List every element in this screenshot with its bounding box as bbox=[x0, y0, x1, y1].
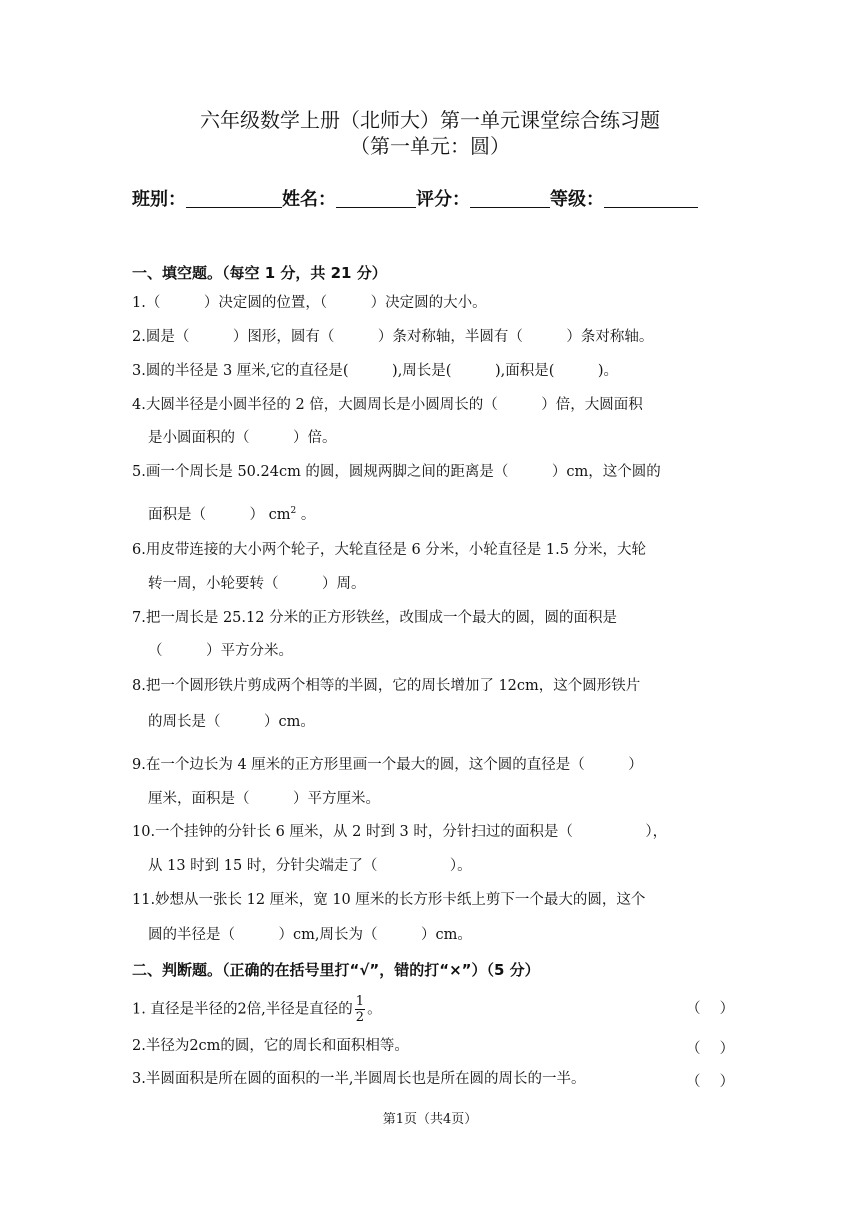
question-1-1: 1.（ ）决定圆的位置，（ ）决定圆的大小。 bbox=[132, 295, 487, 311]
question-1-4-line2: 是小圆面积的（ ）倍。 bbox=[148, 430, 337, 446]
question-1-7-line2: （ ）平方分米。 bbox=[148, 643, 293, 659]
section-1-heading: 一、填空题。（每空 1 分，共 21 分） bbox=[132, 264, 387, 282]
question-1-9-line2: 厘米，面积是（ ）平方厘米。 bbox=[148, 791, 380, 807]
question-1-2: 2.圆是（ ）图形，圆有（ ）条对称轴，半圆有（ ）条对称轴。 bbox=[132, 329, 654, 345]
question-1-3: 3.圆的半径是 3 厘米,它的直径是( ),周长是( ),面积是( )。 bbox=[132, 363, 619, 379]
question-1-7-line1: 7.把一周长是 25.12 分米的正方形铁丝，改围成一个最大的圆，圆的面积是 bbox=[132, 610, 618, 626]
question-1-11-line2: 圆的半径是（ ）cm,周长为（ ）cm。 bbox=[148, 927, 472, 943]
judgement-1-end: 。 bbox=[367, 1001, 382, 1018]
question-1-5-line1: 5.画一个周长是 50.24cm 的圆，圆规两脚之间的距离是（ ）cm，这个圆的 bbox=[132, 464, 661, 480]
class-label: 班别： bbox=[132, 189, 186, 210]
question-1-5-end: 。 bbox=[296, 506, 316, 523]
fraction-numerator: 1 bbox=[355, 994, 365, 1009]
judgement-2: 2.半径为2cm的圆，它的周长和面积相等。 bbox=[132, 1038, 409, 1054]
question-1-6-line1: 6.用皮带连接的大小两个轮子，大轮直径是 6 分米，小轮直径是 1.5 分米，大轮 bbox=[132, 542, 647, 558]
judgement-3-answer[interactable]: （ ） bbox=[686, 1074, 735, 1090]
question-1-5-line2 bbox=[148, 501, 315, 525]
name-label: 姓名： bbox=[282, 189, 336, 210]
question-1-8-line1: 8.把一个圆形铁片剪成两个相等的半圆，它的周长增加了 12cm，这个圆形铁片 bbox=[132, 678, 641, 694]
page-title: 六年级数学上册（北师大）第一单元课堂综合练习题 bbox=[200, 108, 660, 132]
question-1-11-line1: 11.妙想从一张长 12 厘米，宽 10 厘米的长方形卡纸上剪下一个最大的圆，这个 bbox=[132, 892, 646, 908]
one-half-fraction bbox=[355, 994, 365, 1025]
score-blank[interactable] bbox=[470, 189, 550, 208]
student-info-row bbox=[132, 185, 698, 211]
judgement-1-text: 1. 直径是半径的2倍,半径是直径的 bbox=[132, 1001, 353, 1018]
question-1-9-line1: 9.在一个边长为 4 厘米的正方形里画一个最大的圆，这个圆的直径是（ ） bbox=[132, 757, 643, 773]
page-footer: 第1页（共4页） bbox=[382, 1112, 478, 1127]
question-1-10-line2: 从 13 时到 15 时，分针尖端走了（ ）。 bbox=[148, 858, 472, 874]
question-1-10-line1: 10.一个挂钟的分针长 6 厘米，从 2 时到 3 时，分针扫过的面积是（ ）， bbox=[132, 824, 668, 840]
score-label: 评分： bbox=[416, 189, 470, 210]
grade-blank[interactable] bbox=[604, 189, 698, 208]
section-2-heading: 二、判断题。（正确的在括号里打“√”，错的打“×”）（5 分） bbox=[132, 961, 540, 979]
square-superscript: 2 bbox=[290, 506, 297, 516]
fraction-denominator: 2 bbox=[355, 1010, 365, 1025]
judgement-3: 3.半圆面积是所在圆的面积的一半,半圆周长也是所在圆的周长的一半。 bbox=[132, 1071, 586, 1087]
question-1-5-text: 面积是（ ） cm bbox=[148, 506, 291, 523]
judgement-1 bbox=[132, 994, 382, 1025]
page-subtitle: （第一单元：圆） bbox=[350, 134, 510, 158]
grade-label: 等级： bbox=[550, 189, 604, 210]
class-blank[interactable] bbox=[186, 189, 282, 208]
question-1-8-line2: 的周长是（ ）cm。 bbox=[148, 714, 315, 730]
question-1-4-line1: 4.大圆半径是小圆半径的 2 倍，大圆周长是小圆周长的（ ）倍，大圆面积 bbox=[132, 397, 643, 413]
name-blank[interactable] bbox=[336, 189, 416, 208]
question-1-6-line2: 转一周，小轮要转（ ）周。 bbox=[148, 576, 366, 592]
judgement-1-answer[interactable]: （ ） bbox=[686, 1001, 735, 1017]
judgement-2-answer[interactable]: （ ） bbox=[686, 1041, 735, 1057]
